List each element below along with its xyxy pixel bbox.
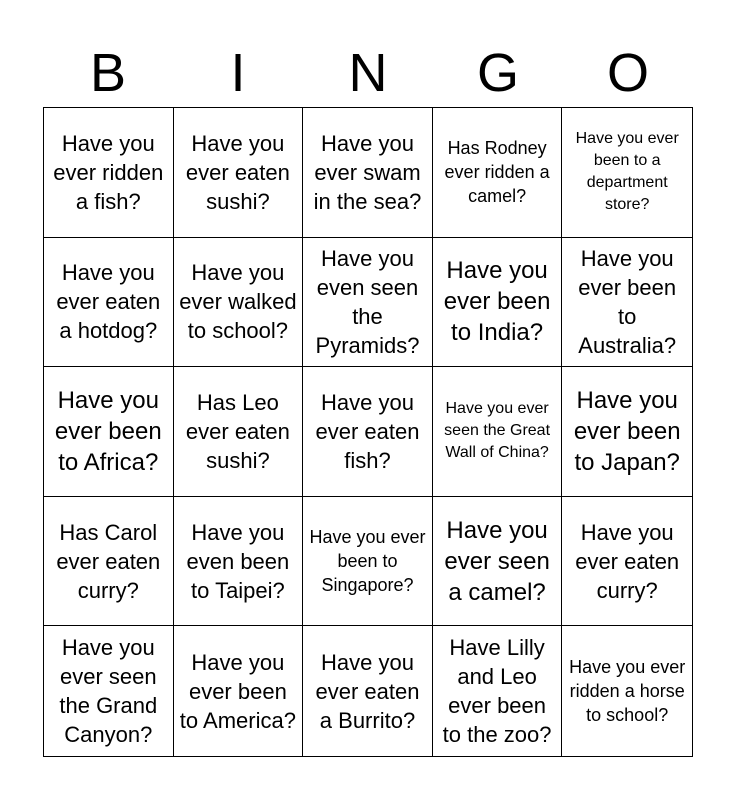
header-letter-b: B bbox=[89, 43, 127, 103]
bingo-cell[interactable]: Have you ever eaten fish? bbox=[303, 367, 433, 497]
bingo-cell[interactable]: Have you ever been to America? bbox=[174, 626, 304, 756]
bingo-cell[interactable]: Have you ever been to Africa? bbox=[44, 367, 174, 497]
bingo-cell[interactable]: Have you ever been to Australia? bbox=[562, 238, 692, 368]
bingo-cell[interactable]: Have you ever eaten a Burrito? bbox=[303, 626, 433, 756]
bingo-cell[interactable]: Has Rodney ever ridden a camel? bbox=[433, 108, 563, 238]
bingo-cell[interactable]: Have you ever ridden a horse to school? bbox=[569, 657, 686, 726]
bingo-cell[interactable]: Has Leo ever eaten sushi? bbox=[174, 367, 304, 497]
bingo-cell[interactable]: Have you ever been to a department store? bbox=[562, 108, 692, 238]
header-letter-g: G bbox=[476, 43, 519, 103]
bingo-header bbox=[43, 40, 693, 106]
bingo-cell[interactable]: Have you ever seen the Grand Canyon? bbox=[44, 626, 174, 756]
bingo-cell[interactable]: Have you even been to Taipei? bbox=[174, 497, 304, 627]
bingo-grid bbox=[43, 107, 693, 757]
bingo-cell[interactable]: Have you ever been to India? bbox=[433, 238, 563, 368]
bingo-cell[interactable]: Have you ever eaten sushi? bbox=[174, 108, 304, 238]
bingo-cell[interactable]: Have Lilly and Leo ever been to the zoo? bbox=[433, 626, 563, 756]
bingo-cell[interactable]: Have you even seen the Pyramids? bbox=[303, 238, 433, 368]
header-letter-i: I bbox=[230, 43, 246, 103]
bingo-cell[interactable]: Have you ever swam in the sea? bbox=[303, 108, 433, 238]
bingo-cell[interactable]: Have you ever eaten a hotdog? bbox=[44, 238, 174, 368]
bingo-cell[interactable]: Has Carol ever eaten curry? bbox=[44, 497, 174, 627]
bingo-cell[interactable]: Have you ever eaten curry? bbox=[562, 497, 692, 627]
bingo-cell[interactable]: Have you ever been to Singapore? bbox=[303, 497, 433, 627]
bingo-cell[interactable]: Have you ever ridden a fish? bbox=[44, 108, 174, 238]
bingo-cell[interactable]: Have you ever been to Japan? bbox=[562, 367, 692, 497]
header-letter-n: N bbox=[348, 43, 388, 103]
header-letter-o: O bbox=[606, 43, 649, 103]
bingo-cell[interactable]: Have you ever seen a camel? bbox=[433, 497, 563, 627]
bingo-cell[interactable]: Have you ever seen the Great Wall of China? bbox=[433, 367, 563, 497]
bingo-cell[interactable]: Have you ever walked to school? bbox=[174, 238, 304, 368]
